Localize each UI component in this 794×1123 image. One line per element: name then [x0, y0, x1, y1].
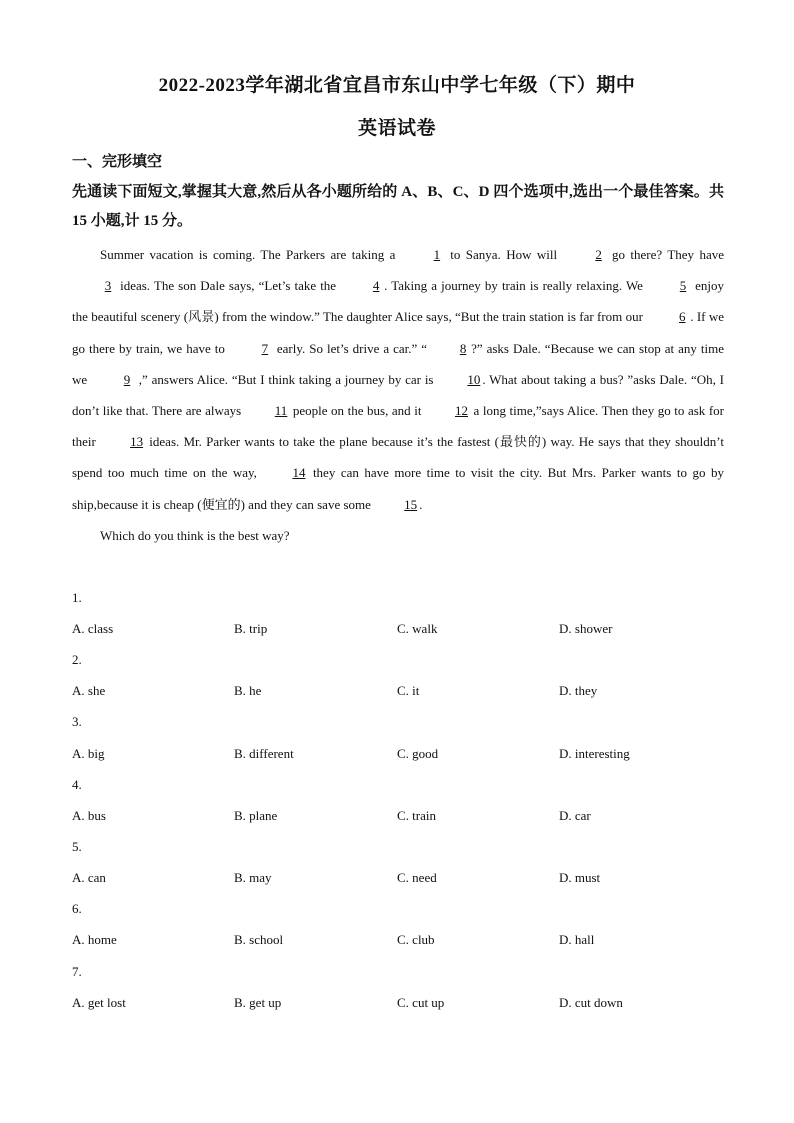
passage-paragraph-1 [72, 239, 724, 520]
passage-text: ?” asks Dale. “Because we can stop at any time we [72, 340, 724, 387]
blank-6: 6 [679, 309, 686, 325]
option-a: A. get lost [72, 995, 126, 1010]
option-b: B. school [234, 932, 284, 947]
question-number: 7. [72, 964, 82, 979]
option-d: D. car [559, 808, 591, 823]
exam-title: 2022-2023学年湖北省宜昌市东山中学七年级（下）期中 [158, 75, 636, 96]
blank-14: 14 [292, 465, 306, 481]
passage-text: . Taking a journey by train is really relaxing. We [384, 278, 648, 294]
option-b: B. plane [234, 808, 278, 823]
blank-4: 4 [372, 278, 380, 294]
option-c: C. club [397, 932, 435, 947]
option-d: D. they [559, 683, 598, 698]
option-b: B. different [234, 746, 294, 761]
passage-text: ideas. The son Dale says, “Let’s take the [116, 278, 341, 294]
option-b: B. get up [234, 995, 282, 1010]
blank-10: 10 [467, 371, 481, 387]
option-a: A. home [72, 932, 117, 947]
passage-text: they can have more time to visit the city. But Mrs. Parker wants to go by ship,because it is cheap (便宜的) and they can save some [72, 465, 724, 512]
passage-text: to Sanya. How will [444, 247, 563, 262]
blank-13: 13 [130, 434, 144, 450]
question-number: 2. [72, 652, 82, 667]
blank-12: 12 [454, 403, 468, 419]
blank-15: 15 [404, 496, 418, 512]
blank-2: 2 [595, 247, 602, 262]
blank-7: 7 [261, 340, 269, 356]
option-d: D. cut down [559, 995, 623, 1010]
blank-9: 9 [123, 371, 131, 387]
option-c: C. good [397, 746, 439, 761]
option-c: C. need [397, 870, 437, 885]
passage-paragraph-2: Which do you think is the best way? [100, 527, 290, 543]
option-a: A. big [72, 746, 105, 761]
option-c: C. it [397, 683, 420, 698]
blank-5: 5 [679, 278, 687, 294]
passage-text: people on the bus, and it [289, 403, 425, 419]
question-number: 4. [72, 777, 82, 792]
option-a: A. bus [72, 808, 106, 823]
option-d: D. hall [559, 932, 595, 947]
section-heading: 一、完形填空 [72, 154, 163, 170]
option-d: D. interesting [559, 746, 630, 761]
passage-text: a long time,”says Alice. Then they go to ask for their [72, 403, 724, 450]
question-number: 6. [72, 901, 82, 916]
passage-text: early. So let’s drive a car.” “ [272, 340, 428, 356]
option-c: C. cut up [397, 995, 445, 1010]
question-number: 3. [72, 714, 82, 729]
passage-text: ideas. Mr. Parker wants to take the plane because it’s the fastest (最快的) way. He says that they shouldn’t spend too much time on the way, [72, 434, 724, 481]
blank-1: 1 [433, 247, 441, 262]
option-c: C. walk [397, 621, 438, 636]
cloze-passage [72, 239, 724, 551]
blank-11: 11 [274, 403, 288, 419]
question-number: 5. [72, 839, 82, 854]
option-d: D. must [559, 870, 601, 885]
option-c: C. train [397, 808, 436, 823]
passage-text: enjoy the beautiful scenery (风景) from the window.” The daughter Alice says, “But the train station is far from our [72, 278, 724, 325]
passage-text: ,” answers Alice. “But I think taking a journey by car is [134, 371, 438, 387]
option-a: A. can [72, 870, 106, 885]
option-b: B. trip [234, 621, 268, 636]
instructions: 先通读下面短文,掌握其大意,然后从各小题所给的 A、B、C、D 四个选项中,选出一个最佳答案。共 15 小题,计 15 分。 [72, 184, 724, 229]
passage-text: . What about taking a bus? ”asks Dale. “Oh, I don’t like that. There are always [72, 371, 724, 419]
passage-text: . If we go there by train, we have to [72, 309, 724, 356]
option-a: A. class [72, 621, 114, 636]
blank-8: 8 [459, 340, 467, 356]
option-b: B. he [234, 683, 262, 698]
option-a: A. she [72, 683, 106, 698]
option-d: D. shower [559, 621, 613, 636]
passage-text: . [419, 496, 423, 512]
exam-subtitle: 英语试卷 [357, 118, 436, 139]
question-number: 1. [72, 590, 82, 605]
option-b: B. may [234, 870, 272, 885]
passage-text: go there? They have [606, 247, 724, 262]
passage-text: Summer vacation is coming. The Parkers are taking a [100, 247, 401, 262]
blank-3: 3 [104, 278, 112, 294]
